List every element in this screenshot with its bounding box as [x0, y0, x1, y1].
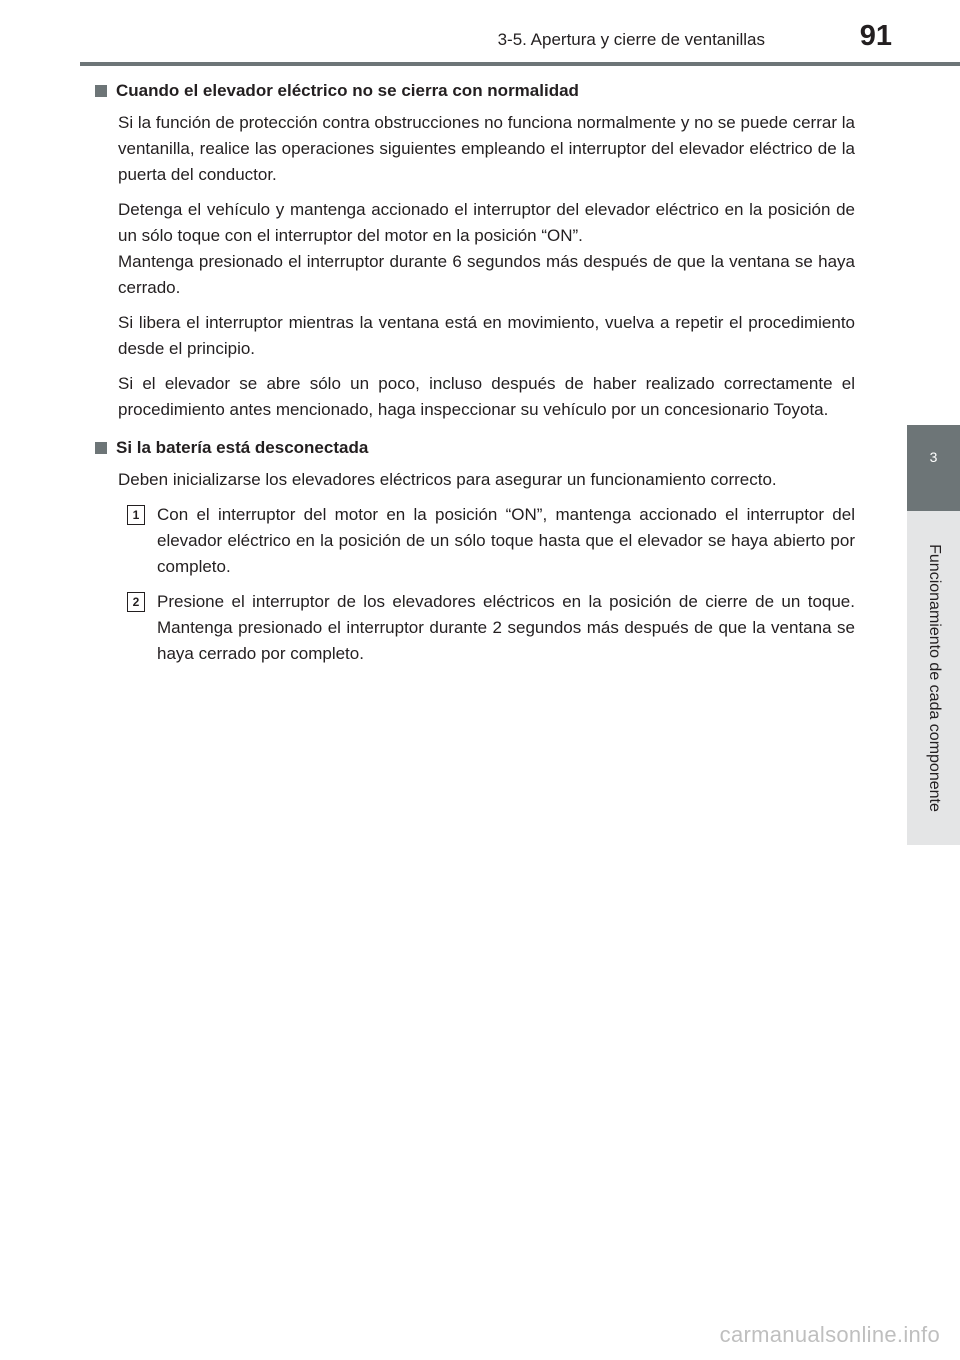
section-title: 3-5. Apertura y cierre de ventanillas: [497, 30, 765, 49]
header-rule: [80, 62, 960, 66]
section-heading-text: Si la batería está desconectada: [116, 438, 369, 457]
section-heading: [95, 435, 855, 461]
chapter-label: Funcionamiento de cada componente: [925, 544, 943, 812]
paragraph: Si libera el interruptor mientras la ventana está en movimiento, vuelva a repetir el procedimiento desde el principio.: [118, 313, 855, 358]
section-battery-disconnected: [95, 435, 855, 667]
step-number-badge: 2: [127, 592, 145, 612]
square-bullet-icon: [95, 442, 107, 454]
page-number: 91: [859, 20, 892, 52]
step-number-badge: 1: [127, 505, 145, 525]
page-content: [95, 78, 855, 679]
paragraph: Si el elevador se abre sólo un poco, incluso después de haber realizado correctamente el procedimiento antes mencionado, haga inspeccionar su vehículo por un concesionario Toyota.: [118, 374, 855, 419]
chapter-tab: [907, 425, 960, 511]
chapter-number: 3: [929, 449, 938, 465]
paragraph: Mantenga presionado el interruptor durante 6 segundos más después de que la ventana se haya cerrado.: [118, 252, 855, 297]
paragraph: Si la función de protección contra obstrucciones no funciona normalmente y no se puede cerrar la ventanilla, realice las operaciones siguientes empleando el interruptor del elevador eléctrico de la puerta del conductor.: [118, 113, 855, 184]
section-heading: [95, 78, 855, 104]
chapter-label-strip: [907, 511, 960, 845]
step-item: [132, 589, 855, 667]
section-heading-text: Cuando el elevador eléctrico no se cierra con normalidad: [116, 81, 579, 100]
step-text: Presione el interruptor de los elevadores eléctricos en la posición de cierre de un toque. Mantenga presionado el interruptor durante 2 segundos más después de que la ventana se haya cerrado por completo.: [157, 592, 855, 663]
paragraph: Deben inicializarse los elevadores eléctricos para asegurar un funcionamiento correcto.: [118, 470, 777, 489]
section-window-not-closing: [95, 78, 855, 423]
watermark: carmanualsonline.info: [719, 1322, 940, 1347]
paragraph: Detenga el vehículo y mantenga accionado el interruptor del elevador eléctrico en la posición de un sólo toque con el interruptor del motor en la posición “ON”.: [118, 200, 855, 245]
square-bullet-icon: [95, 85, 107, 97]
step-text: Con el interruptor del motor en la posición “ON”, mantenga accionado el interruptor del elevador eléctrico en la posición de un sólo toque hasta que el elevador se haya abierto por completo.: [157, 505, 855, 576]
step-item: [132, 502, 855, 580]
